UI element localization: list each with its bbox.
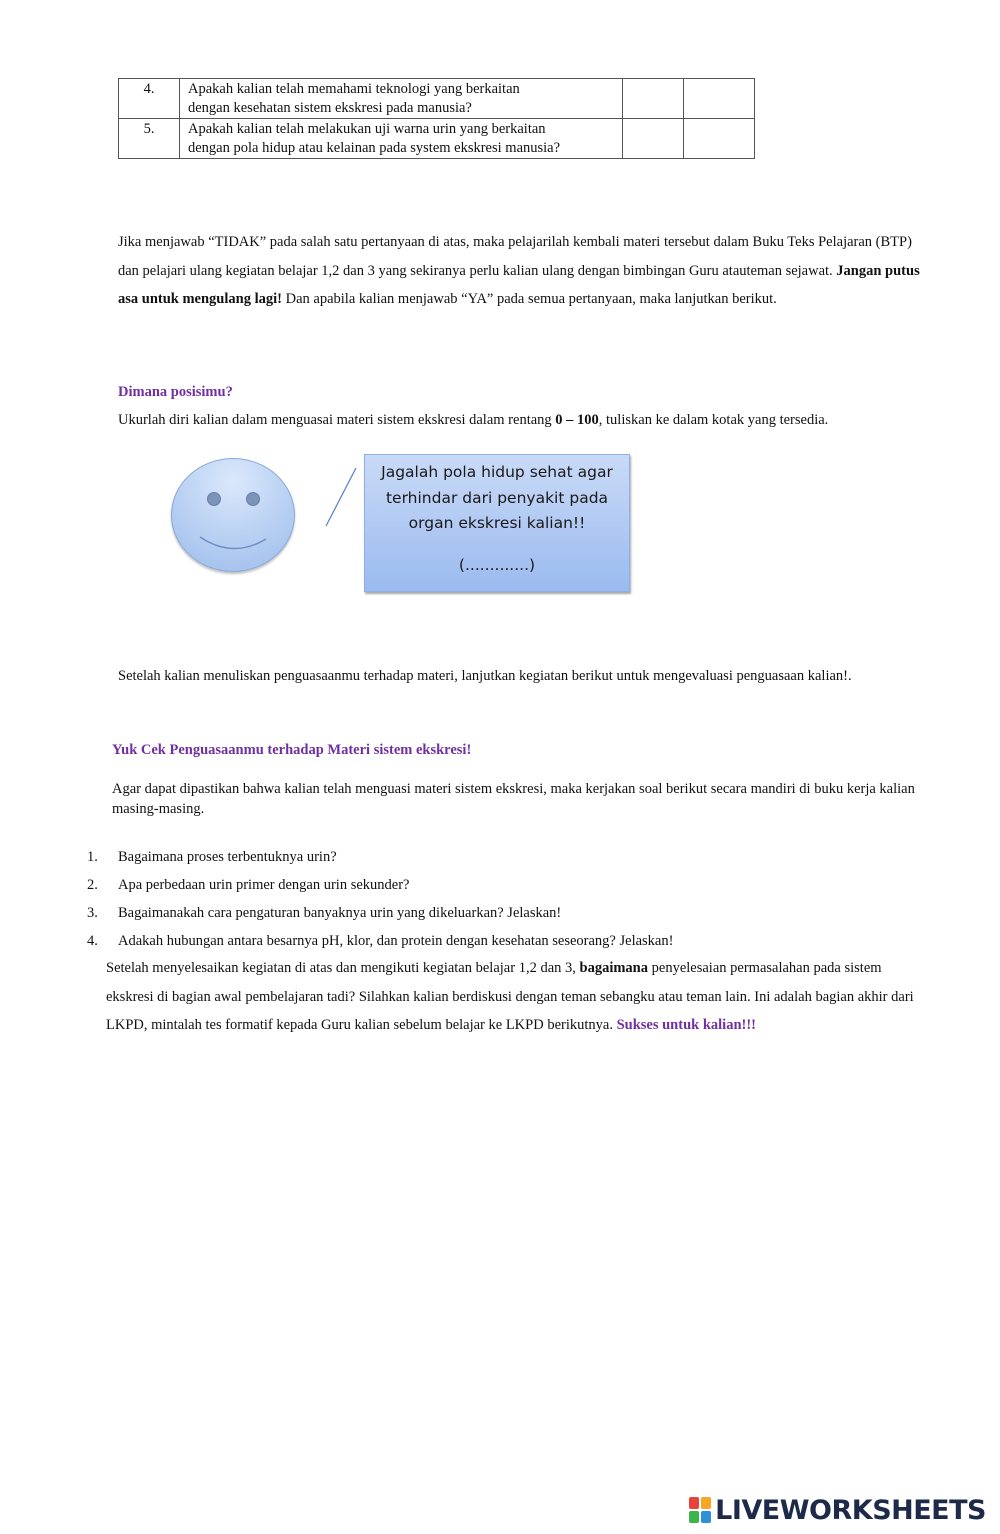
logo-text: LIVEWORKSHEETS	[715, 1494, 986, 1526]
intro-bold: Jangan putus asa untuk mengulang lagi!	[118, 262, 920, 307]
after-callout-paragraph: Setelah kalian menuliskan penguasaanmu terhadap materi, lanjutkan kegiatan berikut untuk mengevaluasi penguasaan kalian!.	[118, 668, 852, 684]
check-heading: Yuk Cek Penguasaanmu terhadap Materi sistem ekskresi!	[112, 742, 472, 758]
row-question: Apakah kalian telah melakukan uji warna urin yang berkaitan dengan pola hidup atau kelainan pada system ekskresi manusia?	[180, 119, 623, 159]
question-list	[87, 843, 947, 955]
liveworksheets-logo	[689, 1493, 986, 1527]
self-assessment-table	[118, 78, 755, 159]
answer-ya-cell[interactable]	[623, 119, 684, 159]
callout-pointer	[322, 464, 362, 530]
score-blank[interactable]: (.............)	[458, 555, 536, 574]
closing-wish: Sukses untuk kalian!!!	[616, 1017, 756, 1033]
answer-tidak-cell[interactable]	[684, 119, 755, 159]
answer-ya-cell[interactable]	[623, 79, 684, 119]
table-row	[119, 79, 755, 119]
smile-mouth	[172, 459, 294, 571]
row-question: Apakah kalian telah memahami teknologi yang berkaitan dengan kesehatan sistem ekskresi pada manusia?	[180, 79, 623, 119]
intro-paragraph: Jika menjawab “TIDAK” pada salah satu pertanyaan di atas, maka pelajarilah kembali materi tersebut dalam Buku Teks Pelajaran (BTP) dan pelajari ulang kegiatan belajar 1,2 dan 3 yang sekiranya perlu kalian ulang dengan bimbingan Guru atauteman sejawat. Jangan putus asa untuk mengulang lagi! Dan apabila kalian menjawab “YA” pada semua pertanyaan, maka lanjutkan berikut.	[118, 234, 920, 307]
list-item: 3. Bagaimanakah cara pengaturan banyaknya urin yang dikeluarkan? Jelaskan!	[87, 905, 562, 921]
liveworksheets-logo-icon	[689, 1497, 711, 1523]
row-number: 5.	[119, 119, 180, 159]
smiley-face-icon	[171, 458, 295, 572]
answer-tidak-cell[interactable]	[684, 79, 755, 119]
position-instruction: Ukurlah diri kalian dalam menguasai materi sistem ekskresi dalam rentang 0 – 100, tuliskan ke dalam kotak yang tersedia.	[118, 412, 829, 428]
check-instruction: Agar dapat dipastikan bahwa kalian telah menguasi materi sistem ekskresi, maka kerjakan soal berikut secara mandiri di buku kerja kalian masing-masing.	[112, 781, 915, 817]
row-number: 4.	[119, 79, 180, 119]
list-item: 2. Apa perbedaan urin primer dengan urin sekunder?	[87, 877, 410, 893]
callout-box	[364, 454, 630, 592]
closing-paragraph: Setelah menyelesaikan kegiatan di atas dan mengikuti kegiatan belajar 1,2 dan 3, bagaimana penyelesaian permasalahan pada sistem ekskresi di bagian awal pembelajaran tadi? Silahkan kalian berdiskusi dengan teman sebangku atau teman lain. Ini adalah bagian akhir dari LKPD, mintalah tes formatif kepada Guru kalian sebelum belajar ke LKPD berikutnya. Sukses untuk kalian!!!	[106, 960, 914, 1033]
list-item: 4. Adakah hubungan antara besarnya pH, klor, dan protein dengan kesehatan seseorang? Jelaskan!	[87, 933, 674, 949]
position-heading: Dimana posisimu?	[118, 384, 233, 400]
table-row	[119, 119, 755, 159]
list-item: 1. Bagaimana proses terbentuknya urin?	[87, 849, 337, 865]
callout-message: Jagalah pola hidup sehat agar terhindar dari penyakit pada organ ekskresi kalian!!	[381, 463, 613, 532]
